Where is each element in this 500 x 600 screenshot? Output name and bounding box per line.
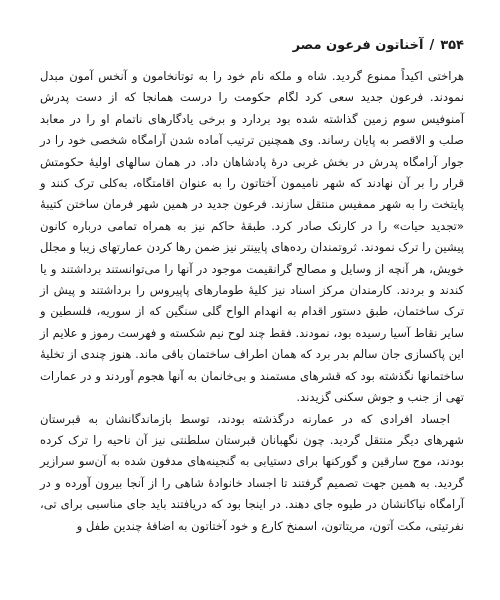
paragraph-2: اجساد افرادی که در عمارنه درگذشته بودند، توسط بازماندگانشان به قبرستان شهرهای دیگر منتقل گردید. چون نگهبانان قبرستان سلطنتی نیز آن ناحیه را ترک کرده بودند، موج سارقین و گورکنها برای دستیابی به گنجینه‌های مدفون شده به آن‌سو سرازیر گردید. به همین جهت تصمیم گرفتند تا اجساد خانوادهٔ شاهی را از آنجا بیرون آورده و در آرامگاه نیاکانشان در طیوه جای دهند. در اینجا بود که دریافتند باید جای مناسبی برای تی، نفرتیتی، مکت آتون، مریتاتون، اسمنخ کارع و خود آختاتون به اضافهٔ چندین طفل و — [40, 411, 464, 533]
body-text — [40, 66, 464, 537]
running-header — [40, 34, 464, 56]
book-title: آخناتون فرعون مصر — [292, 37, 424, 53]
paragraph-1: هراختی اکیداً ممنوع گردید. شاه و ملکه نام خود را به توتانخامون و آنخس آمون مبدل نمودند. فرعون جدید سعی کرد لگام حکومت را درست همانجا که از دست پدرش آمنوفیس سوم زمین گذاشته شده بود بردارد و برخی یادگارهای ناتمام او را در معابد صلب و الاقصر به پایان رساند. وی همچنین ترتیب آماده شدن آرامگاه شخصی خود را در جوار آرامگاه پدرش در بخش غربی درهٔ پادشاهان داد. در همان سالهای اولیهٔ حکومتش قرار را بر آن نهادند که شهر نامیمون آختاتون را به عنوان اقامتگاه، به‌کلی ترک کنند و پایتخت را به شهر ممفیس منتقل سازند. فرعون جدید در همین شهر فرمان ساختن کتیبهٔ «تجدید حیات» را در کارنک صادر کرد. طبقهٔ حاکم نیز به همراه تمامی درباره کانون پیشین را ترک نمودند. ثروتمندان رده‌های پایینتر نیز ضمن رها کردن عمارتهای زیبا و مجلل خویش، هر آنچه از وسایل و مصالح گرانقیمت موجود در آنها را می‌توانستند برداشتند و یا کندند و بردند. کارمندان مرکز اسناد نیز کلیهٔ طومارهای پاپیروس را برداشتند و پیش از ترک ساختمان، طبق دستور اقدام به انهدام الواح گلی سنگین که از سوریه، فلسطین و سایر نقاط آسیا رسیده بود، نمودند. فقط چند لوح نیم شکسته و فهرست رموز و علایم از این پاکسازی جان سالم بدر برد که همان اطراف ساختمان باقی ماند. هنوز چندی از تخلیهٔ ساختمانها نگذشته بود که قشرهای مستمند و بی‌خانمان به آنها هجوم آوردند و در عمارات تهی از جنب و جوش سکنی گزیدند. — [40, 69, 464, 405]
page-number: ۳۵۴ — [440, 37, 464, 53]
header-separator: / — [429, 37, 435, 53]
